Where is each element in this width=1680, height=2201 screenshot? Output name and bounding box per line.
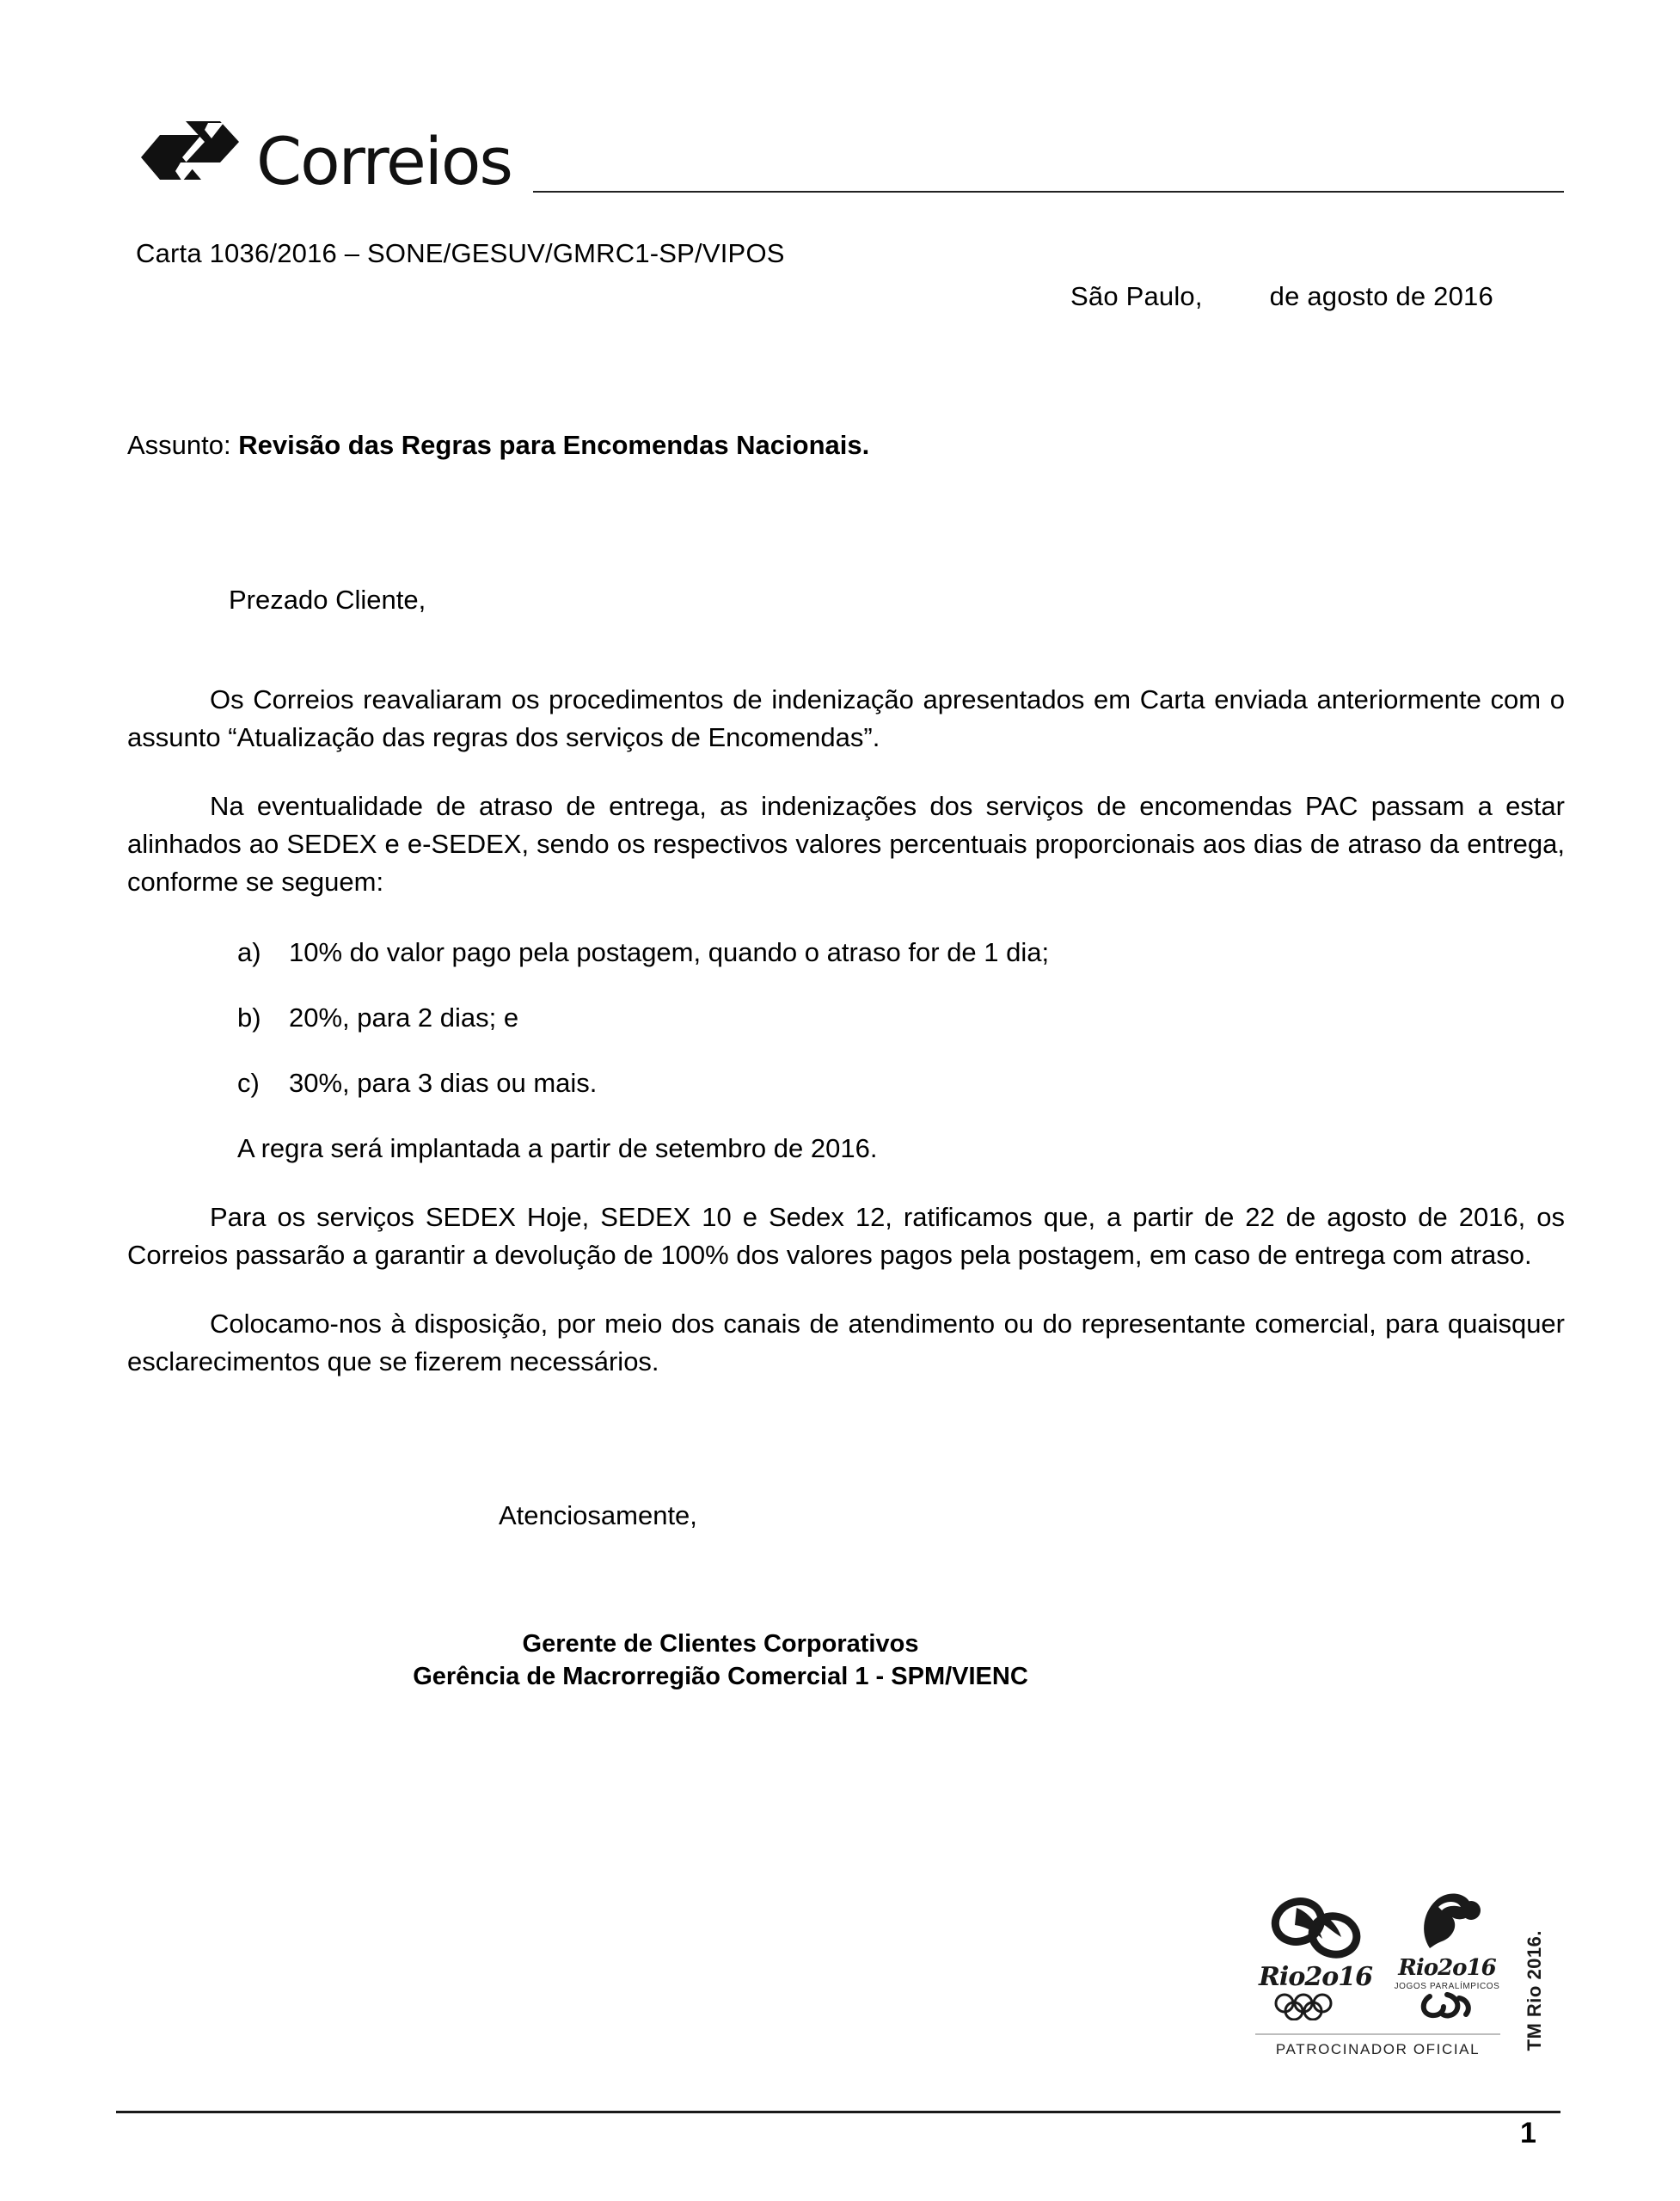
rio-olympic-wordmark: Rio2o16 xyxy=(1259,1962,1372,1992)
list-item-text: 20%, para 2 dias; e xyxy=(289,1002,519,1033)
rio-sponsor-divider xyxy=(1255,2033,1500,2035)
list-item-text: 30%, para 3 dias ou mais. xyxy=(289,1068,598,1099)
signature-block xyxy=(127,1628,1314,1694)
list-item xyxy=(237,1064,1565,1102)
signature-department: Gerência de Macrorregião Comercial 1 - SPM/VIENC xyxy=(413,1663,1028,1691)
list-item-text: 10% do valor pago pela postagem, quando o atraso for de 1 dia; xyxy=(289,937,1050,968)
list-marker: c) xyxy=(237,1068,260,1099)
subject-line xyxy=(127,430,869,461)
olympic-rings-icon xyxy=(1269,1993,1362,2020)
paragraph-1: Os Correios reavaliaram os procedimentos de indenização apresentados em Carta enviada anteriormente com o assunto “Atualização das regras dos serviços de Encomendas”. xyxy=(127,684,1565,753)
rio-trademark-note: TM Rio 2016. xyxy=(1524,1930,1545,2051)
correios-wordmark: Correios xyxy=(256,123,512,200)
list-marker: a) xyxy=(237,937,261,968)
paragraph-3: A regra será implantada a partir de setembro de 2016. xyxy=(237,1133,878,1164)
subject-label: Assunto: xyxy=(127,430,239,460)
rio2016-logos xyxy=(1255,1879,1522,2025)
letter-reference: Carta 1036/2016 – SONE/GESUV/GMRC1-SP/VIPOS xyxy=(136,238,785,268)
indemnity-list xyxy=(127,934,1565,1102)
paragraph-2: Na eventualidade de atraso de entrega, as indenizações dos serviços de encomendas PAC passam a estar alinhados ao SEDEX e e-SEDEX, sendo os respectivos valores percentuais proporcionais aos dias de atraso da entrega, conforme se seguem: xyxy=(127,791,1565,898)
date-city: São Paulo, xyxy=(1070,281,1203,311)
salutation: Prezado Cliente, xyxy=(229,585,426,615)
rio-sponsor-label: PATROCINADOR OFICIAL xyxy=(1275,2041,1481,2057)
rio2016-paralympic-logo xyxy=(1391,1888,1503,2025)
date-line xyxy=(1070,281,1493,312)
rio-paralympic-wordmark: Rio2o16 xyxy=(1398,1955,1496,1981)
rio2016-olympic-logo xyxy=(1255,1896,1376,2025)
list-item xyxy=(237,934,1565,972)
list-marker: b) xyxy=(237,1002,261,1033)
paragraph-5: Colocamo-nos à disposição, por meio dos canais de atendimento ou do representante comercial, para quaisquer esclarecimentos que se fizerem necessários. xyxy=(127,1309,1565,1377)
letterhead xyxy=(0,101,1680,209)
signature-title: Gerente de Clientes Corporativos xyxy=(522,1630,919,1658)
header-divider xyxy=(533,191,1564,193)
closing-block xyxy=(127,1500,1565,1531)
rio-paralympic-emblem-icon xyxy=(1404,1888,1490,1955)
valediction: Atenciosamente, xyxy=(499,1500,697,1530)
date-rest: de agosto de 2016 xyxy=(1269,281,1493,311)
list-item xyxy=(237,999,1565,1037)
subject-value: Revisão das Regras para Encomendas Nacionais. xyxy=(238,430,870,460)
rio-olympic-emblem-icon xyxy=(1267,1896,1364,1963)
rio-paralympic-subtitle: JOGOS PARALÍMPICOS xyxy=(1394,1982,1500,1991)
footer-divider xyxy=(116,2111,1560,2113)
correios-arrow-logo-icon xyxy=(138,118,242,192)
page-number: 1 xyxy=(1520,2117,1536,2149)
rio2016-sponsor-block xyxy=(1255,1879,1522,2058)
paralympic-agitos-icon xyxy=(1416,1991,1478,2020)
paragraph-4: Para os serviços SEDEX Hoje, SEDEX 10 e Sedex 12, ratificamos que, a partir de 22 de agosto de 2016, os Correios passarão a garantir a devolução de 100% dos valores pagos pela postagem, em caso de entrega com atraso. xyxy=(127,1202,1565,1271)
letter-body xyxy=(127,581,1565,1381)
correios-logo xyxy=(138,101,512,200)
